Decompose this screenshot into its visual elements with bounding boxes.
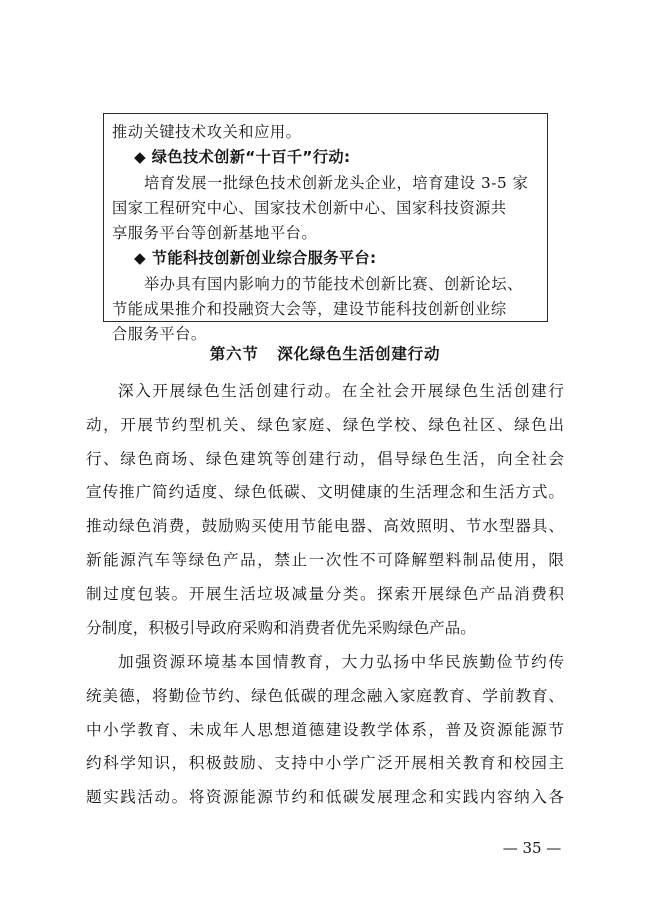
paragraph-line: 统美德，将勤俭节约、绿色低碳的理念融入家庭教育、学前教育、 [86,686,564,705]
paragraph-line: 行、绿色商场、绿色建筑等创建行动，倡导绿色生活，向全社会 [86,449,564,468]
box-item-heading-energy-platform: ◆ 节能科技创新创业综合服务平台: [134,249,377,268]
box-item-line: 节能成果推介和投融资大会等，建设节能科技创新创业综 [112,300,507,319]
box-intro-line: 推动关键技术攻关和应用。 [112,123,302,141]
box-item-line: 培育发展一批绿色技术创新龙头企业，培育建设 3-5 家 [144,173,529,192]
paragraph-line: 深入开展绿色生活创建行动。在全社会开展绿色生活创建行 [118,382,564,400]
highlight-box [103,113,548,344]
paragraph-green-life [86,375,564,645]
box-item-line: 国家工程研究中心、国家技术创新中心、国家科技资源共 [112,198,507,217]
paragraph-line: 分制度，积极引导政府采购和消费者优先采购绿色产品。 [86,618,476,637]
box-item-line: 享服务平台等创新基地平台。 [112,224,318,243]
paragraph-line: 加强资源环境基本国情教育，大力弘扬中华民族勤俭节约传 [118,653,564,671]
box-item-heading-green-tech: ◆ 绿色技术创新“十百千”行动: [134,148,351,167]
paragraph-resource-education [86,646,564,815]
paragraph-line: 中小学教育、未成年人思想道德建设教学体系，普及资源能源节 [86,720,564,739]
section-title: 第六节 深化绿色生活创建行动 [209,345,441,363]
box-item-line: 举办具有国内影响力的节能技术创新比赛、创新论坛、 [144,274,523,293]
paragraph-line: 新能源汽车等绿色产品，禁止一次性不可降解塑料制品使用，限 [86,550,564,569]
paragraph-line: 推动绿色消费，鼓励购买使用节能电器、高效照明、节水型器具、 [86,517,564,536]
page-number: — 35 — [502,839,562,857]
paragraph-line: 动，开展节约型机关、绿色家庭、绿色学校、绿色社区、绿色出 [86,415,564,434]
paragraph-line: 约科学知识，积极鼓励、支持中小学广泛开展相关教育和校园主 [86,754,564,773]
box-item-line: 合服务平台。 [112,325,207,344]
paragraph-line: 题实践活动。将资源能源节约和低碳发展理念和实践内容纳入各 [86,788,564,807]
paragraph-line: 宣传推广简约适度、绿色低碳、文明健康的生活理念和生活方式。 [86,483,564,502]
paragraph-line: 制过度包装。开展生活垃圾减量分类。探索开展绿色产品消费积 [86,584,564,603]
